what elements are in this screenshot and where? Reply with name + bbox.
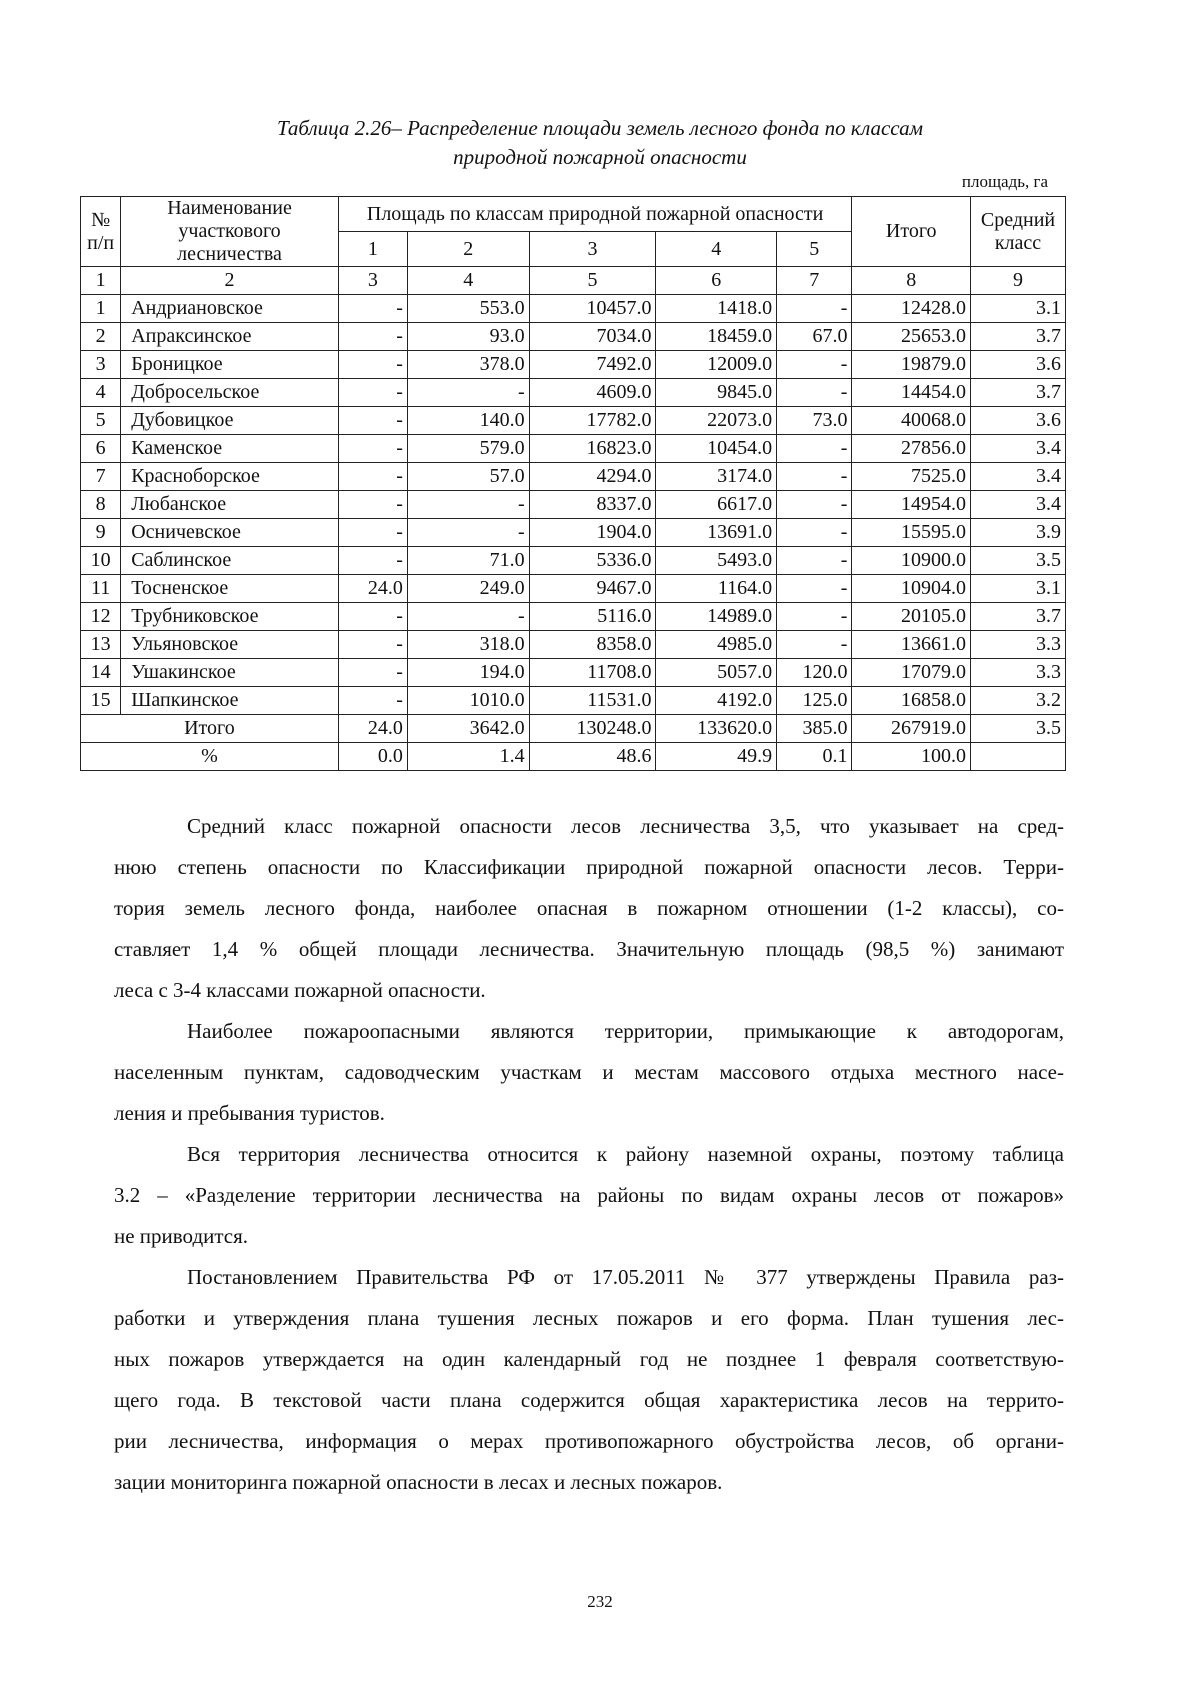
- cell-total: 14954.0: [852, 491, 971, 519]
- cell-c4: 14989.0: [656, 603, 777, 631]
- cell-avg: 3.3: [971, 631, 1066, 659]
- cell-c3: 8337.0: [529, 491, 656, 519]
- cell-c2: 194.0: [407, 659, 529, 687]
- cell-c5: -: [777, 435, 852, 463]
- header-class-3: 3: [529, 232, 656, 267]
- cell-avg: 3.6: [971, 407, 1066, 435]
- paragraph-line: рии лесничества, информация о мерах противопожарного обустройства лесов, об органи-: [114, 1429, 1064, 1453]
- cell-c2: 579.0: [407, 435, 529, 463]
- cell-c2: 249.0: [407, 575, 529, 603]
- cell-n: 5: [81, 407, 121, 435]
- cell-c4: 4192.0: [656, 687, 777, 715]
- cell-c5: -: [777, 295, 852, 323]
- column-number: 9: [971, 267, 1066, 295]
- cell-c5: -: [777, 603, 852, 631]
- cell-c4: 18459.0: [656, 323, 777, 351]
- paragraph-line: нюю степень опасности по Классификации природной пожарной опасности лесов. Терри-: [114, 855, 1064, 879]
- cell-c1: -: [338, 435, 407, 463]
- cell-c5: -: [777, 351, 852, 379]
- table-row: [81, 295, 1066, 323]
- cell-n: 11: [81, 575, 121, 603]
- header-area-group: Площадь по классам природной пожарной опасности: [338, 197, 852, 232]
- paragraph-avg-class: [114, 806, 1064, 1011]
- cell-c1: -: [338, 631, 407, 659]
- column-number: 2: [121, 267, 339, 295]
- header-avg-class: Средний класс: [971, 197, 1066, 267]
- cell-c1: -: [338, 603, 407, 631]
- cell-total: 14454.0: [852, 379, 971, 407]
- cell-total: 10900.0: [852, 547, 971, 575]
- cell-c2: 93.0: [407, 323, 529, 351]
- table-row: [81, 435, 1066, 463]
- cell-total: 13661.0: [852, 631, 971, 659]
- cell-avg: 3.4: [971, 463, 1066, 491]
- paragraph-line: не приводится.: [114, 1224, 249, 1248]
- cell-name: Саблинское: [121, 547, 339, 575]
- cell-c2: 140.0: [407, 407, 529, 435]
- cell-total: 27856.0: [852, 435, 971, 463]
- units-label: площадь, га: [961, 172, 1048, 191]
- cell-avg: 3.5: [971, 547, 1066, 575]
- cell-name: Добросельское: [121, 379, 339, 407]
- cell-c4: 1164.0: [656, 575, 777, 603]
- cell-c3: 11708.0: [529, 659, 656, 687]
- cell-n: 10: [81, 547, 121, 575]
- cell-c5: -: [777, 631, 852, 659]
- total-class-5: 385.0: [777, 715, 852, 743]
- cell-c3: 5116.0: [529, 603, 656, 631]
- percent-row: [81, 743, 1066, 771]
- cell-c3: 7034.0: [529, 323, 656, 351]
- header-class-1: 1: [338, 232, 407, 267]
- percent-class-1: 0.0: [338, 743, 407, 771]
- cell-c1: -: [338, 687, 407, 715]
- paragraph-line: Вся территория лесничества относится к району наземной охраны, поэтому таблица: [187, 1142, 1064, 1166]
- cell-c1: -: [338, 491, 407, 519]
- paragraph-line: ставляет 1,4 % общей площади лесничества. Значительную площадь (98,5 %) занимают: [114, 937, 1064, 961]
- header-num: № п/п: [81, 197, 121, 267]
- cell-c4: 10454.0: [656, 435, 777, 463]
- cell-avg: 3.7: [971, 323, 1066, 351]
- cell-name: Дубовицкое: [121, 407, 339, 435]
- cell-c5: -: [777, 379, 852, 407]
- paragraph-line: ления и пребывания туристов.: [114, 1101, 385, 1125]
- cell-c4: 9845.0: [656, 379, 777, 407]
- cell-total: 19879.0: [852, 351, 971, 379]
- cell-c2: 553.0: [407, 295, 529, 323]
- cell-c4: 5493.0: [656, 547, 777, 575]
- percent-avg: [971, 743, 1066, 771]
- header-class-4: 4: [656, 232, 777, 267]
- table-caption-line-1: Таблица 2.26– Распределение площади земель лесного фонда по классам: [277, 116, 923, 140]
- cell-avg: 3.9: [971, 519, 1066, 547]
- cell-n: 13: [81, 631, 121, 659]
- cell-c3: 10457.0: [529, 295, 656, 323]
- header-class-2: 2: [407, 232, 529, 267]
- cell-c2: 378.0: [407, 351, 529, 379]
- table-row: [81, 407, 1066, 435]
- fire-danger-table: [80, 196, 1066, 771]
- cell-c2: -: [407, 603, 529, 631]
- cell-total: 40068.0: [852, 407, 971, 435]
- percent-class-2: 1.4: [407, 743, 529, 771]
- cell-c5: 120.0: [777, 659, 852, 687]
- total-avg: 3.5: [971, 715, 1066, 743]
- cell-n: 2: [81, 323, 121, 351]
- table-row: [81, 463, 1066, 491]
- header-total: Итого: [852, 197, 971, 267]
- total-class-4: 133620.0: [656, 715, 777, 743]
- cell-c3: 1904.0: [529, 519, 656, 547]
- total-label: Итого: [81, 715, 339, 743]
- table-row: [81, 323, 1066, 351]
- cell-name: Каменское: [121, 435, 339, 463]
- cell-c2: -: [407, 491, 529, 519]
- column-number: 3: [338, 267, 407, 295]
- cell-total: 10904.0: [852, 575, 971, 603]
- percent-class-5: 0.1: [777, 743, 852, 771]
- column-number: 7: [777, 267, 852, 295]
- cell-c1: -: [338, 379, 407, 407]
- column-number: 4: [407, 267, 529, 295]
- cell-n: 12: [81, 603, 121, 631]
- cell-avg: 3.4: [971, 491, 1066, 519]
- column-number: 8: [852, 267, 971, 295]
- cell-name: Андриановское: [121, 295, 339, 323]
- total-total: 267919.0: [852, 715, 971, 743]
- table-row: [81, 603, 1066, 631]
- cell-c5: -: [777, 519, 852, 547]
- total-class-3: 130248.0: [529, 715, 656, 743]
- cell-avg: 3.2: [971, 687, 1066, 715]
- paragraph-ground-protection: [114, 1134, 1064, 1257]
- cell-n: 7: [81, 463, 121, 491]
- table-row: [81, 687, 1066, 715]
- cell-avg: 3.3: [971, 659, 1066, 687]
- cell-c4: 1418.0: [656, 295, 777, 323]
- cell-name: Любанское: [121, 491, 339, 519]
- cell-total: 7525.0: [852, 463, 971, 491]
- cell-c4: 22073.0: [656, 407, 777, 435]
- percent-class-3: 48.6: [529, 743, 656, 771]
- cell-c5: -: [777, 463, 852, 491]
- cell-name: Ульяновское: [121, 631, 339, 659]
- cell-name: Шапкинское: [121, 687, 339, 715]
- cell-c2: -: [407, 519, 529, 547]
- cell-total: 12428.0: [852, 295, 971, 323]
- cell-name: Апраксинское: [121, 323, 339, 351]
- paragraph-line: населенным пунктам, садоводческим участкам и местам массового отдыха местного насе-: [114, 1060, 1064, 1084]
- cell-c5: 67.0: [777, 323, 852, 351]
- cell-n: 1: [81, 295, 121, 323]
- cell-c5: -: [777, 575, 852, 603]
- table-header-row-1: [81, 197, 1066, 232]
- total-row: [81, 715, 1066, 743]
- cell-n: 6: [81, 435, 121, 463]
- cell-c4: 5057.0: [656, 659, 777, 687]
- table-row: [81, 659, 1066, 687]
- cell-c3: 4294.0: [529, 463, 656, 491]
- cell-c5: -: [777, 547, 852, 575]
- cell-name: Трубниковское: [121, 603, 339, 631]
- cell-c3: 16823.0: [529, 435, 656, 463]
- cell-c4: 4985.0: [656, 631, 777, 659]
- table-row: [81, 631, 1066, 659]
- paragraph-fire-plan: [114, 1257, 1064, 1503]
- cell-avg: 3.7: [971, 603, 1066, 631]
- header-name: Наименование участкового лесничества: [121, 197, 339, 267]
- total-class-2: 3642.0: [407, 715, 529, 743]
- cell-c4: 13691.0: [656, 519, 777, 547]
- cell-n: 3: [81, 351, 121, 379]
- paragraph-line: зации мониторинга пожарной опасности в лесах и лесных пожаров.: [114, 1470, 723, 1494]
- cell-c5: 125.0: [777, 687, 852, 715]
- table-row: [81, 519, 1066, 547]
- paragraph-line: работки и утверждения плана тушения лесных пожаров и его форма. План тушения лес-: [114, 1306, 1064, 1330]
- cell-c3: 8358.0: [529, 631, 656, 659]
- cell-c1: -: [338, 463, 407, 491]
- paragraph-line: щего года. В текстовой части плана содержится общая характеристика лесов на террито-: [114, 1388, 1064, 1412]
- paragraph-dangerous-areas: [114, 1011, 1064, 1134]
- percent-label: %: [81, 743, 339, 771]
- cell-c1: -: [338, 351, 407, 379]
- table-row: [81, 547, 1066, 575]
- table-row: [81, 575, 1066, 603]
- cell-c1: 24.0: [338, 575, 407, 603]
- cell-n: 14: [81, 659, 121, 687]
- column-number: 5: [529, 267, 656, 295]
- cell-avg: 3.7: [971, 379, 1066, 407]
- cell-c1: -: [338, 323, 407, 351]
- cell-c2: 71.0: [407, 547, 529, 575]
- page-number: 232: [587, 1592, 613, 1611]
- cell-c1: -: [338, 659, 407, 687]
- cell-c2: 57.0: [407, 463, 529, 491]
- paragraph-line: Наиболее пожароопасными являются территории, примыкающие к автодорогам,: [187, 1019, 1064, 1043]
- cell-avg: 3.1: [971, 295, 1066, 323]
- cell-c2: 318.0: [407, 631, 529, 659]
- cell-name: Броницкое: [121, 351, 339, 379]
- column-number: 6: [656, 267, 777, 295]
- header-class-5: 5: [777, 232, 852, 267]
- table-caption-line-2: природной пожарной опасности: [453, 145, 747, 169]
- cell-c3: 11531.0: [529, 687, 656, 715]
- paragraph-line: тория земель лесного фонда, наиболее опасная в пожарном отношении (1-2 классы), со-: [114, 896, 1064, 920]
- cell-c4: 12009.0: [656, 351, 777, 379]
- table-row: [81, 351, 1066, 379]
- percent-total: 100.0: [852, 743, 971, 771]
- table-row: [81, 491, 1066, 519]
- cell-n: 9: [81, 519, 121, 547]
- cell-c1: -: [338, 547, 407, 575]
- cell-c1: -: [338, 407, 407, 435]
- paragraph-line: ных пожаров утверждается на один календарный год не позднее 1 февраля соответствую-: [114, 1347, 1064, 1371]
- cell-n: 15: [81, 687, 121, 715]
- paragraph-line: леса с 3-4 классами пожарной опасности.: [114, 978, 486, 1002]
- cell-c5: 73.0: [777, 407, 852, 435]
- paragraph-line: 3.2 – «Разделение территории лесничества на районы по видам охраны лесов от пожаров»: [114, 1183, 1064, 1207]
- cell-n: 8: [81, 491, 121, 519]
- percent-class-4: 49.9: [656, 743, 777, 771]
- cell-c2: -: [407, 379, 529, 407]
- cell-avg: 3.4: [971, 435, 1066, 463]
- cell-c5: -: [777, 491, 852, 519]
- cell-c4: 6617.0: [656, 491, 777, 519]
- cell-c1: -: [338, 519, 407, 547]
- column-number: 1: [81, 267, 121, 295]
- cell-c3: 9467.0: [529, 575, 656, 603]
- cell-name: Ушакинское: [121, 659, 339, 687]
- cell-c2: 1010.0: [407, 687, 529, 715]
- cell-name: Осничевское: [121, 519, 339, 547]
- cell-avg: 3.6: [971, 351, 1066, 379]
- total-class-1: 24.0: [338, 715, 407, 743]
- cell-total: 25653.0: [852, 323, 971, 351]
- cell-c3: 4609.0: [529, 379, 656, 407]
- column-number-row: [81, 267, 1066, 295]
- cell-c1: -: [338, 295, 407, 323]
- table-row: [81, 379, 1066, 407]
- cell-c4: 3174.0: [656, 463, 777, 491]
- cell-total: 16858.0: [852, 687, 971, 715]
- cell-n: 4: [81, 379, 121, 407]
- paragraph-line: Постановлением Правительства РФ от 17.05.2011 № 377 утверждены Правила раз-: [187, 1265, 1064, 1289]
- cell-name: Тосненское: [121, 575, 339, 603]
- cell-name: Красноборское: [121, 463, 339, 491]
- paragraph-line: Средний класс пожарной опасности лесов лесничества 3,5, что указывает на сред-: [187, 814, 1064, 838]
- cell-c3: 5336.0: [529, 547, 656, 575]
- cell-c3: 7492.0: [529, 351, 656, 379]
- cell-total: 17079.0: [852, 659, 971, 687]
- cell-c3: 17782.0: [529, 407, 656, 435]
- cell-avg: 3.1: [971, 575, 1066, 603]
- cell-total: 20105.0: [852, 603, 971, 631]
- cell-total: 15595.0: [852, 519, 971, 547]
